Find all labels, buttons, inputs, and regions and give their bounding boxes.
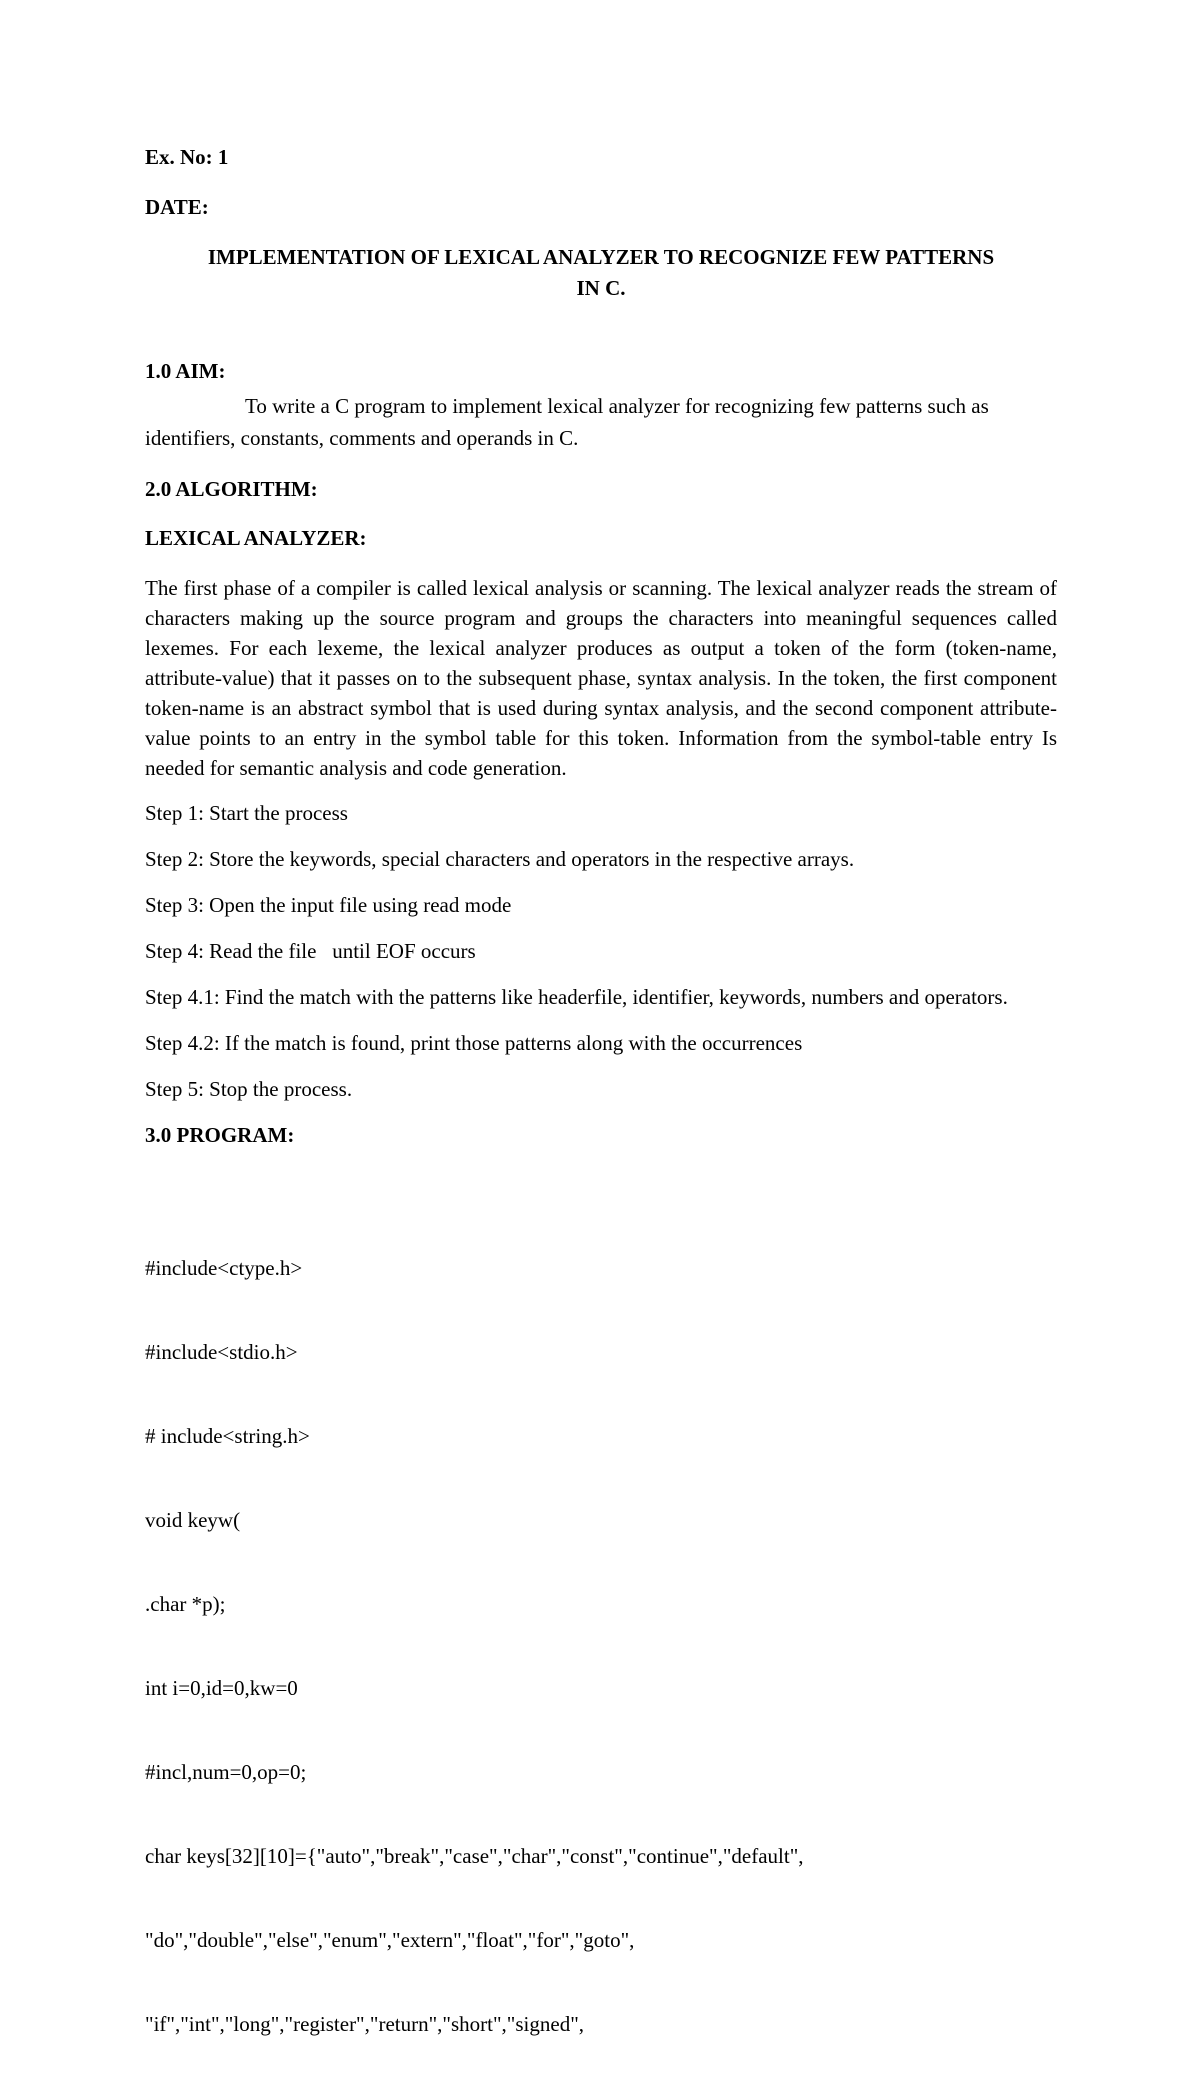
document-title (145, 242, 1057, 304)
code-line: "do","double","else","enum","extern","float","for","goto", (145, 1928, 635, 1952)
program-heading: 3.0 PROGRAM: (145, 1123, 295, 1147)
aim-text: To write a C program to implement lexical analyzer for recognizing few patterns such as identifiers, constants, comments and operands in C. (145, 394, 989, 450)
step-3: Step 3: Open the input file using read mode (145, 893, 512, 917)
algorithm-heading: 2.0 ALGORITHM: (145, 477, 318, 501)
title-line-2: IN C. (576, 276, 626, 300)
code-line: #include<ctype.h> (145, 1256, 303, 1280)
program-code (145, 1198, 1057, 2094)
document-body (145, 142, 1057, 2094)
aim-heading: 1.0 AIM: (145, 359, 226, 383)
code-line: "if","int","long","register","return","short","signed", (145, 2012, 585, 2036)
step-5: Step 5: Stop the process. (145, 1077, 353, 1101)
step-4-2: Step 4.2: If the match is found, print those patterns along with the occurrences (145, 1031, 803, 1055)
code-line: # include<string.h> (145, 1424, 310, 1448)
code-line: void keyw( (145, 1508, 241, 1532)
title-line-1: IMPLEMENTATION OF LEXICAL ANALYZER TO RECOGNIZE FEW PATTERNS (207, 245, 995, 269)
code-line: int i=0,id=0,kw=0 (145, 1676, 298, 1700)
step-1: Step 1: Start the process (145, 801, 348, 825)
date-label: DATE: (145, 195, 209, 219)
code-line: #incl,num=0,op=0; (145, 1760, 307, 1784)
step-4-1: Step 4.1: Find the match with the patterns like headerfile, identifier, keywords, numbers and operators. (145, 985, 1008, 1009)
exercise-number: Ex. No: 1 (145, 145, 229, 169)
step-2: Step 2: Store the keywords, special characters and operators in the respective arrays. (145, 847, 855, 871)
code-line: char keys[32][10]={"auto","break","case","char","const","continue","default", (145, 1844, 804, 1868)
code-line: #include<stdio.h> (145, 1340, 298, 1364)
lexical-analyzer-paragraph: The first phase of a compiler is called lexical analysis or scanning. The lexical analyzer reads the stream of characters making up the source program and groups the characters into meaningful sequences called lexemes. For each lexeme, the lexical analyzer produces as output a token of the form (token-name, attribute-value) that it passes on to the subsequent phase, syntax analysis. In the token, the first component token-name is an abstract symbol that is used during syntax analysis, and the second component attribute-value points to an entry in the symbol table for this token. Information from the symbol-table entry Is needed for semantic analysis and code generation. (145, 576, 1057, 780)
step-4: Step 4: Read the file until EOF occurs (145, 939, 476, 963)
code-line: .char *p); (145, 1592, 226, 1616)
lexical-analyzer-heading: LEXICAL ANALYZER: (145, 526, 367, 550)
